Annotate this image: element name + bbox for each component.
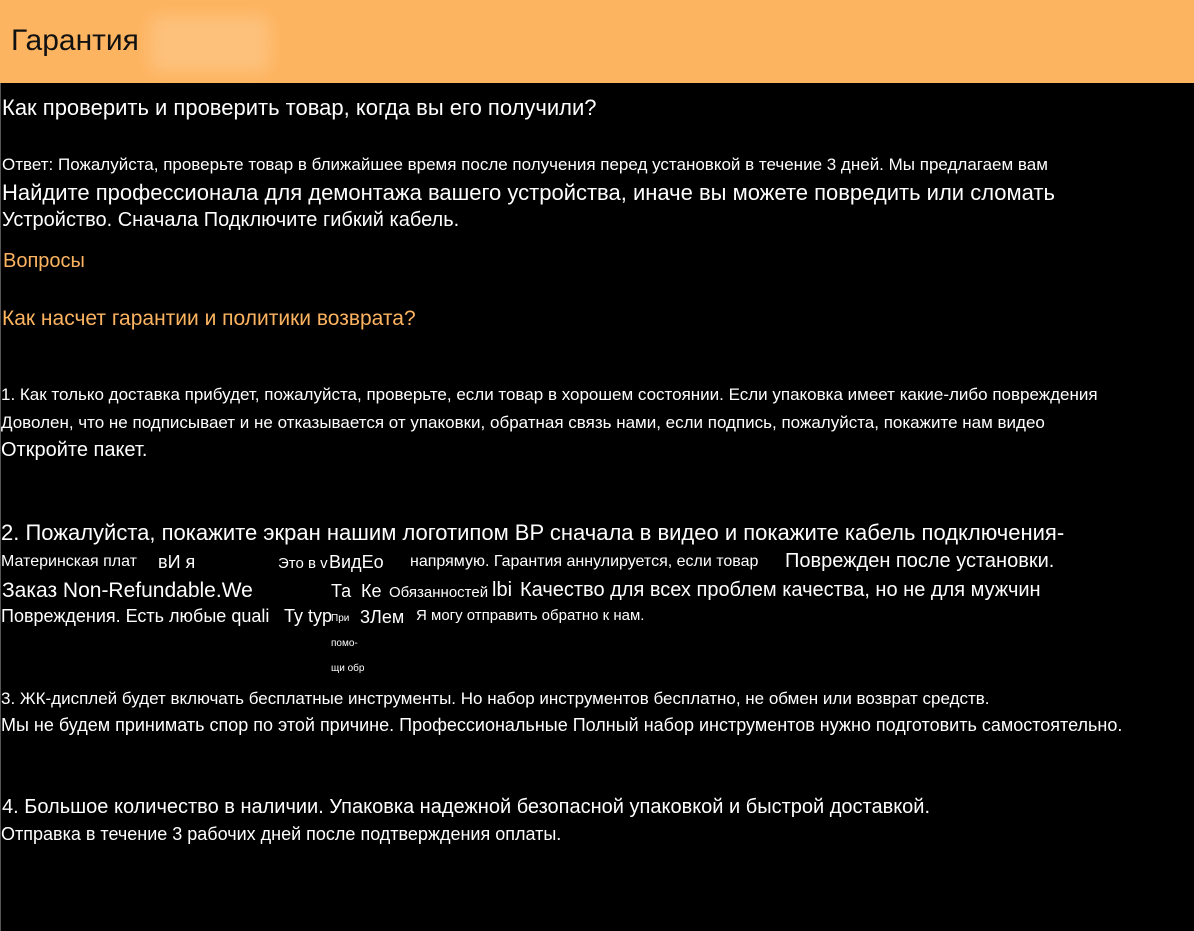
item1-line-1: 1. Как только доставка прибудет, пожалуйста, проверьте, если товар в хорошем состоянии. Если упаковка имеет какие-либо повреждения (1, 385, 1098, 404)
faq-answer-line-3: Устройство. Сначала Подключите гибкий кабель. (2, 209, 460, 231)
item1-line-3: Откройте пакет. (1, 439, 148, 461)
item2-fragment: помо- (331, 638, 358, 649)
item2-fragment: ВидЕо (329, 552, 384, 572)
item2-line-1: 2. Пожалуйста, покажите экран нашим логотипом BP сначала в видео и покажите кабель подключения- (1, 520, 1065, 545)
item2-fragment: вИ я (158, 552, 196, 572)
item3-line-1: 3. ЖК-дисплей будет включать бесплатные инструменты. Но набор инструментов бесплатно, не обмен или возврат средств. (1, 689, 990, 708)
left-divider (0, 83, 1, 931)
item3-line-2: Мы не будем принимать спор по этой причине. Профессиональные Полный набор инструментов нужно подготовить самостоятельно. (1, 715, 1123, 735)
item1-line-2: Доволен, что не подписывает и не отказывается от упаковки, обратная связь нами, если подпись, пожалуйста, покажите нам видео (1, 413, 1045, 432)
item2-fragment: Качество для всех проблем качества, но не для мужчин (520, 579, 1041, 601)
item2-fragment: Ке (361, 581, 382, 601)
faq-answer-line-1: Ответ: Пожалуйста, проверьте товар в ближайшее время после получения перед установкой в течение 3 дней. Мы предлагаем вам (2, 155, 1048, 174)
item2-fragment: Ty typ (284, 606, 333, 626)
item2-fragment: 3Лем (360, 607, 405, 627)
item2-fragment: При (331, 613, 350, 624)
item2-fragment: Обязанностей (389, 584, 489, 601)
item2-fragment: Материнская плат (1, 553, 138, 570)
page-title: Гарантия (11, 24, 139, 57)
item2-fragment: Это в v (278, 555, 328, 572)
item2-fragment: Я могу отправить обратно к нам. (416, 607, 645, 624)
item2-fragment: Повреждения. Есть любые quali (1, 606, 270, 626)
faq-answer-line-2: Найдите профессионала для демонтажа вашего устройства, иначе вы можете повредить или сломать (2, 180, 1055, 205)
item2-fragment: Поврежден после установки. (785, 550, 1055, 572)
item4-line-1: 4. Большое количество в наличии. Упаковка надежной безопасной упаковкой и быстрой доставкой. (2, 796, 931, 818)
section-question-warranty: Как насчет гарантии и политики возврата? (2, 307, 416, 330)
item2-fragment: lbi (492, 579, 513, 601)
item2-fragment: щи обр (331, 663, 365, 674)
item2-fragment: Та (331, 581, 352, 601)
faq-question-check: Как проверить и проверить товар, когда вы его получили? (2, 95, 597, 120)
section-label-questions: Вопросы (3, 250, 85, 272)
item2-fragment: Заказ Non-Refundable.We (2, 579, 253, 602)
item2-fragment: напрямую. Гарантия аннулируется, если товар (410, 553, 759, 570)
header-watermark (150, 16, 270, 72)
item4-line-2: Отправка в течение 3 рабочих дней после подтверждения оплаты. (1, 824, 562, 844)
header-banner (0, 0, 1194, 83)
